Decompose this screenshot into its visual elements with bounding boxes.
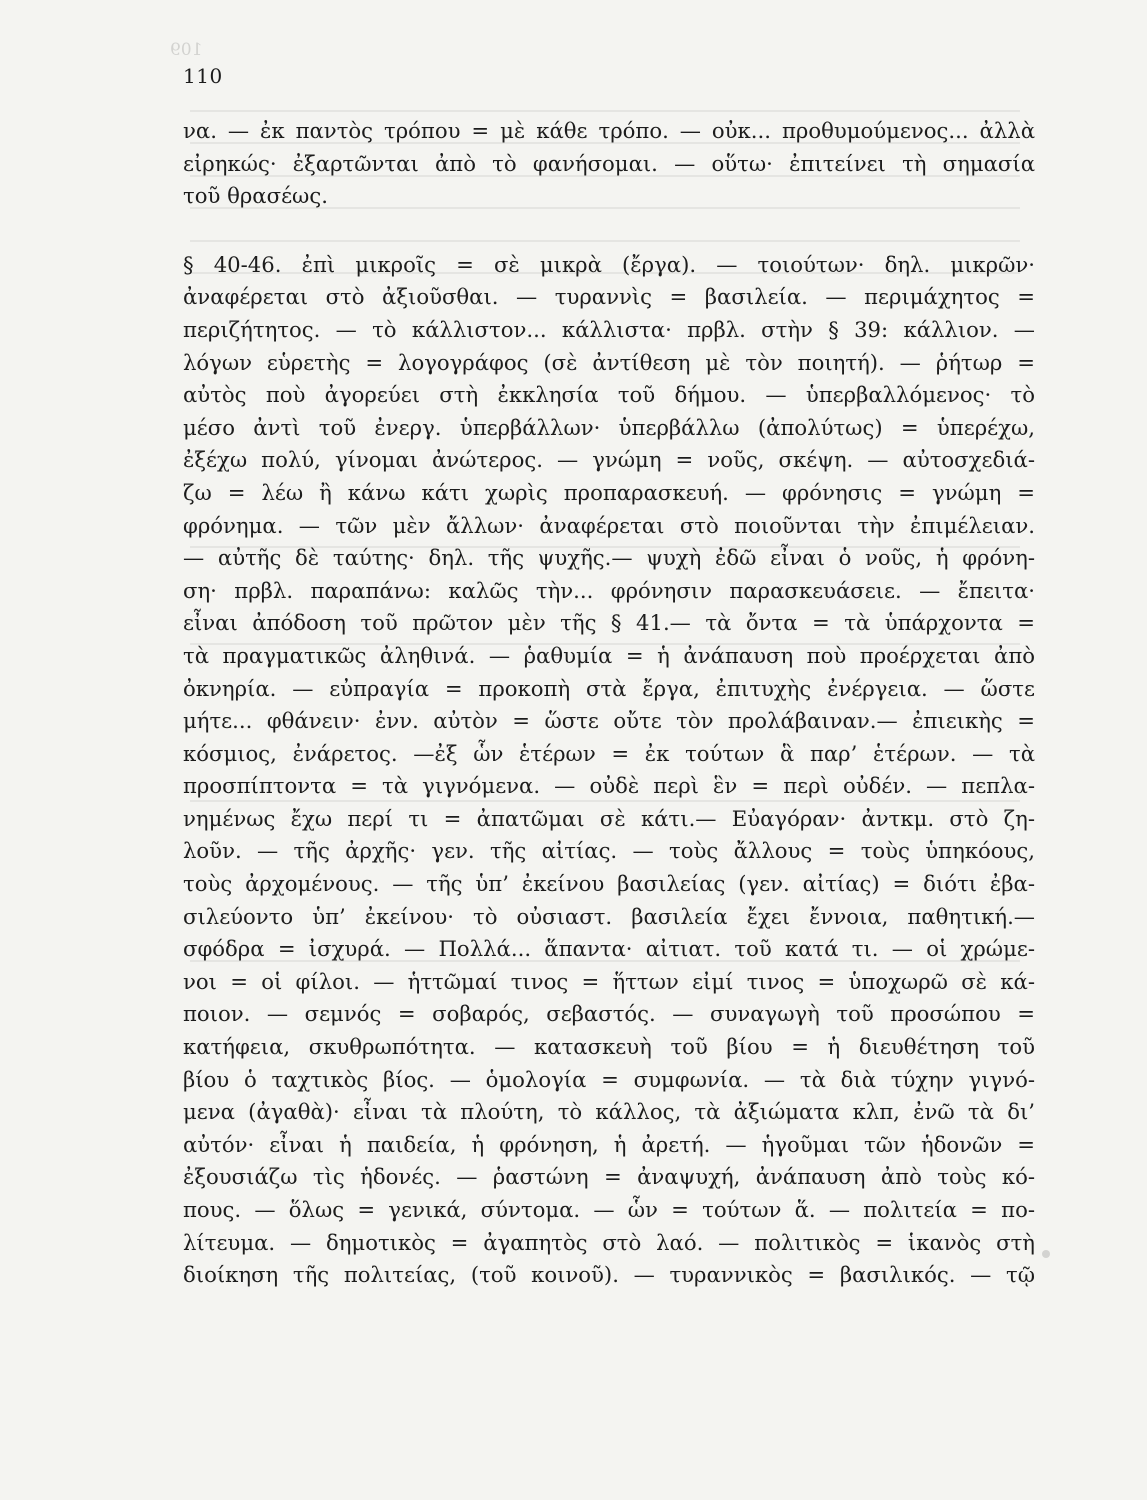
text-line: ἐξουσιάζω τὶς ἡδονές. — ῥαστώνη = ἀναψυχή, ἀνάπαυση ἀπὸ τοὺς κό- bbox=[183, 1164, 1035, 1190]
text-line: § 40-46. ἐπὶ μικροῖς = σὲ μικρὰ (ἔργα). — τοιούτων· δηλ. μικρῶν· bbox=[183, 251, 1035, 277]
text-line: ζω = λέω ἢ κάνω κάτι χωρὶς προπαρασκευή. — φρόνησις = γνώμη = bbox=[183, 479, 1035, 505]
text-line: περιζήτητος. — τὸ κάλλιστον... κάλλιστα· πρβλ. στὴν § 39: κάλλιον. — bbox=[183, 316, 1035, 342]
text-line: βίου ὁ ταχτικὸς βίος. — ὁμολογία = συμφωνία. — τὰ διὰ τύχην γιγνό- bbox=[183, 1066, 1035, 1092]
text-line: — αὐτῆς δὲ ταύτης· δηλ. τῆς ψυχῆς.— ψυχὴ ἐδῶ εἶναι ὁ νοῦς, ἡ φρόνη- bbox=[183, 545, 1035, 571]
text-line: λοῦν. — τῆς ἀρχῆς· γεν. τῆς αἰτίας. — τοὺς ἄλλους = τοὺς ὑπηκόους, bbox=[183, 838, 1035, 864]
text-line: λίτευμα. — δημοτικὸς = ἀγαπητὸς στὸ λαό. — πολιτικὸς = ἱκανὸς στὴ bbox=[183, 1229, 1035, 1255]
text-line: σφόδρα = ἰσχυρά. — Πολλά... ἅπαντα· αἰτιατ. τοῦ κατά τι. — οἱ χρώμε- bbox=[183, 936, 1035, 962]
text-line: ἀναφέρεται στὸ ἀξιοῦσθαι. — τυραννὶς = βασιλεία. — περιμάχητος = bbox=[183, 284, 1035, 310]
text-line: τοὺς ἀρχομένους. — τῆς ὑπ’ ἐκείνου βασιλείας (γεν. αἰτίας) = διότι ἐβα- bbox=[183, 871, 1035, 897]
scan-speck bbox=[1042, 1250, 1050, 1258]
text-line: τὰ πραγματικῶς ἀληθινά. — ῥαθυμία = ἡ ἀνάπαυση ποὺ προέρχεται ἀπὸ bbox=[183, 642, 1035, 668]
text-line: προσπίπτοντα = τὰ γιγνόμενα. — οὐδὲ περὶ ἓν = περὶ οὐδέν. — πεπλα- bbox=[183, 773, 1035, 799]
text-line: λόγων εὑρετὴς = λογογράφος (σὲ ἀντίθεση μὲ τὸν ποιητή). — ῥήτωρ = bbox=[183, 349, 1035, 375]
text-line: διοίκηση τῆς πολιτείας, (τοῦ κοινοῦ). — τυραννικὸς = βασιλικός. — τῷ bbox=[183, 1262, 1035, 1288]
text-line: νοι = οἱ φίλοι. — ἡττῶμαί τινος = ἥττων εἰμί τινος = ὑποχωρῶ σὲ κά- bbox=[183, 968, 1035, 994]
text-line: εἰρηκώς· ἐξαρτῶνται ἀπὸ τὸ φανήσομαι. — οὕτω· ἐπιτείνει τὴ σημασία bbox=[183, 150, 1035, 176]
text-line: ση· πρβλ. παραπάνω: καλῶς τὴν... φρόνησιν παρασκευάσειε. — ἔπειτα· bbox=[183, 577, 1035, 603]
page-number: 110 bbox=[183, 64, 223, 88]
paragraph-gap bbox=[183, 213, 1035, 249]
text-line: τοῦ θρασέως. bbox=[183, 183, 328, 209]
text-line: νημένως ἔχω περί τι = ἀπατῶμαι σὲ κάτι.— Εὐαγόραν· ἀντκμ. στὸ ζη- bbox=[183, 805, 1035, 831]
glossary-text bbox=[183, 115, 1035, 1292]
text-line: σιλεύοντο ὑπ’ ἐκείνου· τὸ οὐσιαστ. βασιλεία ἔχει ἔννοια, παθητική.— bbox=[183, 903, 1035, 929]
text-line: αὐτόν· εἶναι ἡ παιδεία, ἡ φρόνηση, ἡ ἀρετή. — ἡγοῦμαι τῶν ἡδονῶν = bbox=[183, 1131, 1035, 1157]
text-line: κόσμιος, ἐνάρετος. —ἐξ ὧν ἑτέρων = ἐκ τούτων ἃ παρ’ ἑτέρων. — τὰ bbox=[183, 740, 1035, 766]
text-line: εἶναι ἀπόδοση τοῦ πρῶτον μὲν τῆς § 41.— τὰ ὄντα = τὰ ὑπάρχοντα = bbox=[183, 610, 1035, 636]
text-line: μήτε... φθάνειν· ἐνν. αὐτὸν = ὥστε οὔτε τὸν προλάβαιναν.— ἐπιεικὴς = bbox=[183, 708, 1035, 734]
text-line: να. — ἐκ παντὸς τρόπου = μὲ κάθε τρόπο. — οὐκ... προθυμούμενος... ἀλλὰ bbox=[183, 118, 1035, 143]
text-line: μενα (ἀγαθὰ)· εἶναι τὰ πλούτη, τὸ κάλλος, τὰ ἀξιώματα κλπ, ἐνῶ τὰ δι’ bbox=[183, 1099, 1035, 1125]
text-line: ποιον. — σεμνός = σοβαρός, σεβαστός. — συναγωγὴ τοῦ προσώπου = bbox=[183, 1001, 1035, 1027]
ghost-page-number: 109 bbox=[170, 40, 203, 60]
text-line: ὀκνηρία. — εὐπραγία = προκοπὴ στὰ ἔργα, ἐπιτυχὴς ἐνέργεια. — ὥστε bbox=[183, 675, 1035, 701]
text-line: μέσο ἀντὶ τοῦ ἐνεργ. ὑπερβάλλων· ὑπερβάλλω (ἀπολύτως) = ὑπερέχω, bbox=[183, 414, 1035, 440]
text-line: φρόνημα. — τῶν μὲν ἄλλων· ἀναφέρεται στὸ ποιοῦνται τὴν ἐπιμέλειαν. bbox=[183, 512, 1035, 538]
text-line: ἐξέχω πολύ, γίνομαι ἀνώτερος. — γνώμη = νοῦς, σκέψη. — αὐτοσχεδιά- bbox=[183, 447, 1035, 473]
text-line: αὐτὸς ποὺ ἀγορεύει στὴ ἐκκλησία τοῦ δήμου. — ὑπερβαλλόμενος· τὸ bbox=[183, 382, 1035, 408]
text-line: κατήφεια, σκυθρωπότητα. — κατασκευὴ τοῦ βίου = ἡ διευθέτηση τοῦ bbox=[183, 1034, 1035, 1060]
text-line: πους. — ὅλως = γενικά, σύντομα. — ὧν = τούτων ἅ. — πολιτεία = πο- bbox=[183, 1197, 1035, 1222]
